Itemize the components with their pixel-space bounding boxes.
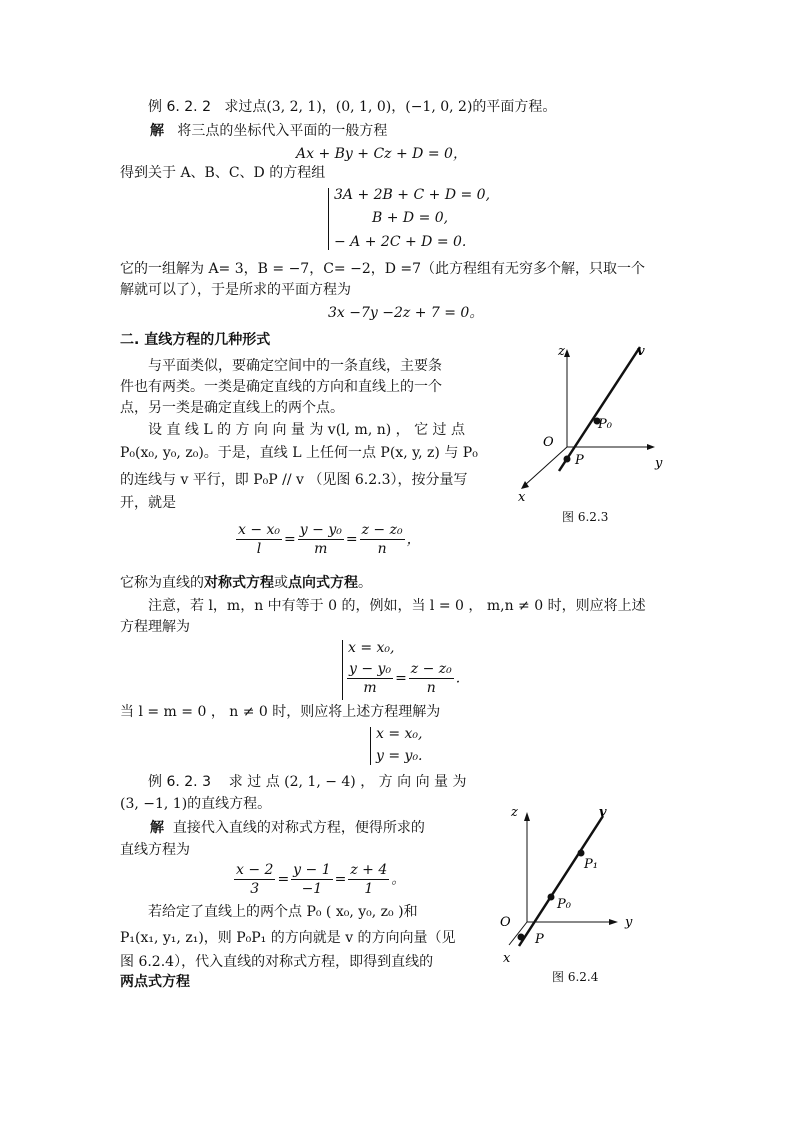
- solution-line: [150, 121, 387, 141]
- denominator: 3: [250, 881, 260, 897]
- system-row: x = x₀,: [376, 726, 423, 742]
- definition-line: [120, 573, 372, 593]
- p0-label: P₀: [557, 897, 571, 912]
- symmetric-equation: $\frac{\text{x − x₀}}{l}$ = $\frac{\text{y − y₀}}{m}$ = $\frac{\text{z − z₀}}{n}$ ，: [238, 522, 421, 557]
- system-row: 3A + 2B + C + D = 0,: [334, 187, 491, 203]
- solution-text: 得到关于 A、B、C、D 的方程组: [120, 165, 326, 181]
- system-row: x = x₀,: [348, 640, 395, 656]
- text: 它称为直线的: [120, 575, 204, 591]
- paragraph-line: 方程理解为: [120, 619, 190, 635]
- paragraph-line: 件也有两类。一类是确定直线的方向和直线上的一个: [120, 379, 442, 395]
- fraction: [291, 861, 332, 898]
- paragraph-line: 当 l = m = 0 ， n ≠ 0 时，则应将上述方程理解为: [120, 704, 441, 720]
- p-label: P: [575, 453, 584, 468]
- z-arrow: [564, 349, 570, 357]
- x-label: x: [503, 951, 511, 966]
- figure-6-2-3: [505, 335, 695, 505]
- point-p1: [578, 850, 585, 857]
- y-label: y: [655, 456, 663, 471]
- example-problem: 求 过 点 (2, 1, − 4) ， 方 向 向 量 为: [228, 774, 467, 790]
- figure-6-2-4: [495, 800, 655, 970]
- denominator: n: [377, 541, 387, 557]
- system-brace: [370, 727, 371, 765]
- paragraph-line: P₁(x₁, y₁, z₁)，则 P₀P₁ 的方向就是 v 的方向向量（见: [120, 930, 456, 946]
- origin-label: O: [543, 435, 554, 450]
- numerator: z + 4: [350, 862, 388, 878]
- punct: ，: [406, 531, 421, 548]
- term-two-point-form: 两点式方程: [120, 974, 190, 990]
- denominator: −1: [301, 881, 323, 897]
- fraction: [360, 521, 405, 558]
- punct: .: [455, 670, 461, 687]
- solution-text: 将三点的坐标代入平面的一般方程: [177, 123, 388, 139]
- x-label: x: [518, 490, 526, 505]
- paragraph-line: 注意，若 l，m，n 中有等于 0 的，例如，当 l = 0 ， m,n ≠ 0 时，则应将上述: [148, 598, 646, 614]
- system-row: y = y₀.: [376, 748, 423, 764]
- fraction: [409, 660, 454, 697]
- fraction: [234, 861, 275, 898]
- solution-text: 它的一组解为 A= 3，B = −7，C= −2，D =7（此方程组有无穷多个解，只取一个: [120, 261, 646, 277]
- system-row: B + D = 0,: [372, 210, 449, 226]
- paragraph-line: 点，另一类是确定直线上的两个点。: [120, 400, 344, 416]
- x-axis: [509, 922, 527, 945]
- system-brace: [328, 188, 329, 250]
- system-row: − A + 2C + D = 0.: [334, 234, 467, 250]
- denominator: l: [256, 541, 262, 557]
- numerator: z − z₀: [410, 661, 452, 677]
- numerator: y − 1: [293, 862, 331, 878]
- general-plane-equation: Ax + By + Cz + D = 0，: [296, 146, 467, 162]
- fraction: [236, 521, 282, 558]
- example-problem: 求过点(3, 2, 1)，(0, 1, 0)，(−1, 0, 2)的平面方程。: [224, 99, 557, 115]
- y-arrow: [609, 919, 618, 925]
- figure-caption: 图 6.2.3: [562, 510, 609, 524]
- solution-line: [150, 818, 425, 838]
- text: 或: [274, 575, 288, 591]
- system-row: $\frac{\text{y − y₀}}{m}$ = $\frac{\text{z − z₀}}{n}$ .: [349, 661, 461, 696]
- point-p: [564, 456, 571, 463]
- fraction: [347, 660, 393, 697]
- x-axis: [525, 447, 567, 485]
- example-label: 例 6. 2. 3: [148, 774, 211, 790]
- paragraph-line: 直线方程为: [120, 842, 190, 858]
- paragraph-line: 开，就是: [120, 495, 176, 511]
- system-brace: [342, 640, 343, 700]
- paragraph-line: (3, −1, 1)的直线方程。: [120, 796, 272, 812]
- denominator: n: [426, 680, 436, 696]
- denominator: m: [314, 541, 328, 557]
- text: 。: [358, 575, 372, 591]
- y-label: y: [625, 915, 633, 930]
- paragraph-line: P₀(x₀, y₀, z₀)。于是，直线 L 上任何一点 P(x, y, z) 与 P₀: [120, 445, 478, 461]
- term-point-direction-form: 点向式方程: [288, 575, 358, 591]
- numerator: z − z₀: [361, 522, 403, 538]
- p1-label: P₁: [584, 857, 598, 872]
- numerator: x − 2: [236, 862, 274, 878]
- term-symmetric-form: 对称式方程: [204, 575, 274, 591]
- p0-label: P₀: [598, 417, 612, 432]
- z-label: z: [558, 344, 565, 359]
- paragraph-line: 若给定了直线上的两个点 P₀ ( x₀, y₀, z₀ )和: [148, 904, 418, 920]
- section-title: 二. 直线方程的几种形式: [120, 332, 271, 348]
- denominator: 1: [364, 881, 374, 897]
- fraction: [298, 521, 344, 558]
- v-label: v: [599, 805, 607, 820]
- paragraph-line: 图 6.2.4），代入直线的对称式方程，即得到直线的: [120, 954, 434, 970]
- example-label: 例 6. 2. 2: [148, 99, 211, 115]
- numerator: y − y₀: [299, 522, 342, 538]
- solution-label: 解: [150, 820, 164, 836]
- example-623-heading: [148, 772, 466, 792]
- figure-caption: 图 6.2.4: [552, 970, 599, 984]
- v-label: v: [637, 344, 645, 359]
- point-p0: [548, 894, 555, 901]
- solution-label: 解: [150, 123, 164, 139]
- numerator: y − y₀: [349, 661, 392, 677]
- denominator: m: [363, 680, 377, 696]
- line-v: [519, 816, 603, 946]
- p-label: P: [535, 932, 544, 947]
- solution-text: 解就可以了），于是所求的平面方程为: [120, 282, 351, 298]
- z-arrow: [524, 812, 530, 821]
- punct: 。: [391, 871, 406, 888]
- origin-label: O: [500, 915, 511, 930]
- solution-text: 直接代入直线的对称式方程，便得所求的: [172, 820, 425, 836]
- plane-result-equation: 3x −7y −2z + 7 = 0。: [328, 305, 484, 321]
- numerator: x − x₀: [238, 522, 281, 538]
- line-v: [559, 347, 640, 471]
- y-arrow: [647, 444, 655, 450]
- paragraph-line: 设 直 线 L 的 方 向 向 量 为 v(l, m, n) ， 它 过 点: [148, 422, 466, 438]
- paragraph-line: 的连线与 v 平行，即 P₀P // v （见图 6.2.3），按分量写: [120, 472, 468, 488]
- fraction: [348, 861, 389, 898]
- z-label: z: [511, 805, 518, 820]
- line-equation: $\frac{x - 2}{3}$ = $\frac{y - 1}{-1}$ = $\frac{z + 4}{1}$ 。: [236, 862, 406, 897]
- example-622-heading: [148, 97, 556, 117]
- point-p: [518, 934, 525, 941]
- paragraph-line: 与平面类似，要确定空间中的一条直线，主要条: [148, 358, 442, 374]
